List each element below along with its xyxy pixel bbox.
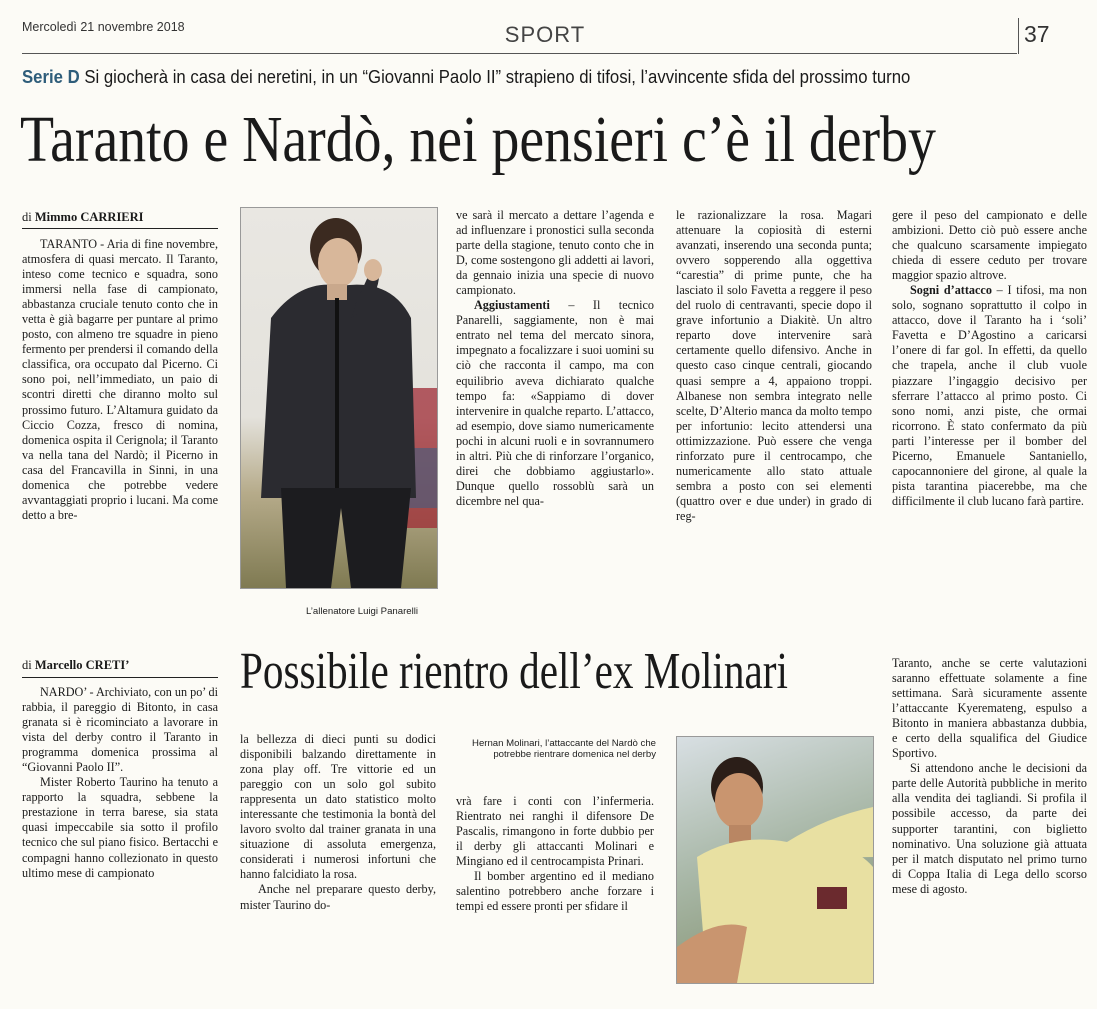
article2-paragraph: Si attendono anche le decisioni da parte delle Autorità pubbliche in merito alla vendita dei tagliandi. Si profila il possibile accesso, da parte dei supporter tarantini, con biglietto nominativo. Una soluzione già attuata per il match disputato nel primo turno di Coppa Italia di Lega dello scorso mese di agosto. <box>892 761 1087 896</box>
article1-title: Taranto e Nardò, nei pensieri c’è il derby <box>20 103 936 176</box>
player-photo <box>676 736 874 984</box>
article1-byline <box>22 210 144 225</box>
page-number-divider <box>1018 18 1019 54</box>
header-rule <box>22 53 1017 54</box>
article2-column-1 <box>22 685 218 881</box>
article1-paragraph: ve sarà il mercato a dettare l’agenda e ad influenzare i pronostici sulla seconda parte della stagione, tenuto conto che in D, come sostengono gli addetti ai lavori, da gennaio inizia una specie di nuovo campionato. <box>456 208 654 298</box>
byline-prefix: di <box>22 210 32 224</box>
byline-rule <box>22 228 218 229</box>
article1-paragraph: gere il peso del campionato e delle ambizioni. Detto ciò può essere anche che qualcuno scarsamente impiegato chieda di essere ceduto per trovare maggior spazio altrove. <box>892 208 1087 283</box>
article2-paragraph: Anche nel preparare questo derby, mister Taurino do- <box>240 882 436 912</box>
article2-paragraph: NARDO’ - Archiviato, con un po’ di rabbia, il pareggio di Bitonto, in casa granata si è ricominciato a lavorare in vista del derby contro il Taranto in programma domenica prossima al “Giovanni Paolo II”. <box>22 685 218 775</box>
coach-figure <box>241 208 437 588</box>
byline-author: Mimmo CARRIERI <box>34 210 144 224</box>
article2-column-2 <box>240 732 436 913</box>
article1-text: – I tifosi, ma non solo, sognano soprattutto il colpo in attacco, dove il Taranto ha i ‘soli’ Favetta e D’Agostino a caricarsi l’onere di far gol. In effetti, da quello che trapela, anche il club vuole piazzare l’ingaggio decisivo per sferrare l’attacco al primo posto. Ci sono nomi, anzi piste, che ormai ricorrono. È stato confermato da più parti l’interesse per il bomber del Picerno, Emanuele Santaniello, capocannoniere del girone, al quale la pista tarantina piacerebbe, ma che difficilmente il club lucano farà partire. <box>892 283 1087 508</box>
article2-paragraph: Taranto, anche se certe valutazioni saranno effettuate solamente a fine settimana. Sarà sicuramente assente l’attaccante Kyeremateng, espulso a Bitonto in maniera abbastanza dubbia, e certo della squalifica del Giudice Sportivo. <box>892 656 1087 761</box>
byline-prefix: di <box>22 658 32 672</box>
page-number: 37 <box>1024 21 1050 47</box>
article1-column-1 <box>22 237 218 523</box>
kicker-label: Serie D <box>22 66 80 87</box>
coach-photo <box>240 207 438 589</box>
article1-column-2 <box>456 208 654 509</box>
article2-paragraph: Mister Roberto Taurino ha tenuto a rapporto la squadra, sebbene la prestazione in terra barese, sia stata quasi impeccabile sia sotto il profilo tecnico che sul piano fisico. Bertacchi e compagni hanno collezionato in questo ultimo mese di campionato <box>22 775 218 880</box>
player-figure <box>677 737 873 983</box>
article1-column-3 <box>676 208 872 524</box>
article1-paragraph: TARANTO - Aria di fine novembre, atmosfera di quasi mercato. Il Taranto, inteso come tecnico e squadra, sono immersi nella fase di campionato, abbastanza cruciale tenuto conto che in vetta è già bagarre per puntare al primo posto, con almeno tre squadre in pieno fermento per prendersi il comando della classifica, ora occupato dal Picerno. Ci sono poi, nell’immediato, un paio di scontri diretti che diranno molto sul prossimo futuro. L’Altamura guidato da Ciccio Cozza, fresco di nomina, domenica ospita il Cerignola; il Taranto va nella tana del Nardò; il Picerno in casa del Francavilla in Sinni, in una domenica che potrebbe vedere avvantaggiati proprio i lucani. Ma come detto a bre- <box>22 237 218 522</box>
article1-paragraph <box>892 283 1087 509</box>
article2-title: Possibile rientro dell’ex Molinari <box>240 643 788 700</box>
article2-column-3 <box>456 794 654 914</box>
article1-text: – Il tecnico Panarelli, saggiamente, non è mai entrato nel tema del mercato sinora, impegnato a focalizzare i suoi uomini su ciò che racconta il campo, ma con equilibrio aveva dichiarato qualche tempo fa: «Sappiamo di dover intervenire in qualche reparto. L’attacco, ad esempio, dove siamo numericamente pochi in alcuni ruoli e in sovrannumero in altri. Più che di rinforzare l’organico, direi che dobbiamo aggiustarlo». Dunque quello rossoblù sarà un dicembre nel qua- <box>456 298 654 508</box>
byline-rule <box>22 677 218 678</box>
player-photo-caption: Hernan Molinari, l’attaccante del Nardò che potrebbe rientrare domenica nel derby <box>472 738 656 760</box>
article1-paragraph <box>456 298 654 509</box>
subheading-aggiustamenti: Aggiustamenti <box>474 298 550 313</box>
byline-author: Marcello CRETI’ <box>34 658 130 672</box>
article2-paragraph: la bellezza di dieci punti su dodici disponibili balzando direttamente in zona play off. Tre vittorie ed un pareggio con un solo gol subito rappresenta un dato statistico molto interessante che testimonia la bontà del lavoro svolto dal trainer granata in una situazione di assoluta emergenza, considerati i numerosi infortuni che hanno falcidiato la rosa. <box>240 732 436 882</box>
coach-photo-caption: L’allenatore Luigi Panarelli <box>306 606 419 617</box>
article1-column-4 <box>892 208 1087 509</box>
article2-paragraph: Il bomber argentino ed il mediano salentino potrebbero anche forzare i tempi ed essere pronti per sfidare il <box>456 869 654 914</box>
kicker <box>22 66 985 88</box>
subheading-sogni: Sogni d’attacco <box>910 283 992 298</box>
article2-paragraph: vrà fare i conti con l’infermeria. Rientrato nei ranghi il difensore De Pascalis, rimangono in forte dubbio per il derby gli attaccanti Molinari e Mingiano ed il centrocampista Prinari. <box>456 794 654 869</box>
section-logo: SPORT <box>504 22 586 47</box>
article2-byline <box>22 658 129 673</box>
kicker-text: Si giocherà in casa dei neretini, in un “Giovanni Paolo II” strapieno di tifosi, l’avvincente sfida del prossimo turno <box>84 66 911 87</box>
article1-paragraph: le razionalizzare la rosa. Magari attenuare la copiosità di esterni avanzati, inserendo una seconda punta; ovvero sopperendo alla oggettiva “carestia” di prime punte, che ha lasciato il solo Favetta a reggere il peso del ruolo di centravanti, specie dopo il grave infortunio a Diakitè. Un altro reparto dove intervenire sarà certamente quello difensivo. Anche in questo caso cinque centrali, giocando quasi sempre a 4, appaiono troppi. Albanese non sembra integrato nelle scelte, D’Alterio manca da molto tempo per infortunio: lecito attendersi una ottimizzazione. Può essere che venga rinforzato pure il centrocampo, che numericamente allo stato attuale sembra a posto con sei elementi (quattro over e due under) in grado di reg- <box>676 208 872 523</box>
header-date: Mercoledì 21 novembre 2018 <box>22 20 185 34</box>
article2-column-4 <box>892 656 1087 897</box>
